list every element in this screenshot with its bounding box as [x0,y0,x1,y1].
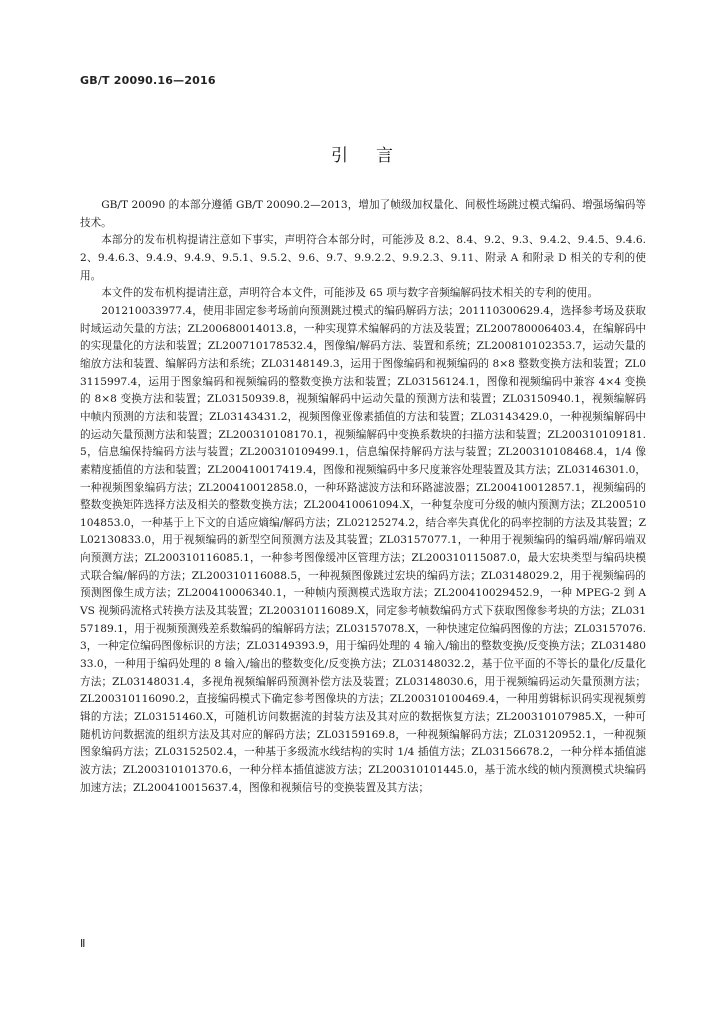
paragraph-patent-list: 201210033977.4，使用非固定参考场前向预测跳过模式的编码解码方法；201110300629.4，选择参考场及获取时域运动矢量的方法；ZL200680014013.8，一种实现算术编解码的方法及装置；ZL200780006403.4，在编解码中的实现量化的方法和装置；ZL200710178532.4，图像编/解码方法、装置和系统；ZL200810102353.7，运动矢量的缩放方法和装置、编解码方法和系统；ZL03148149.3，运用于图像编码和视频编码的 8×8 整数变换方法和装置；ZL03115997.4，运用于图象编码和视频编码的整数变换方法和装置；ZL03156124.1，图像和视频编码中兼容 4×4 变换的 8×8 变换方法和装置；ZL03150939.8，视频编解码中运动矢量的预测方法和装置；ZL03150940.1，视频编解码中帧内预测的方法和装置；ZL03143431.2，视频图像亚像素插值的方法和装置；ZL03143429.0，一种视频编解码中的运动矢量预测方法和装置；ZL200310108170.1，视频编解码中变换系数块的扫描方法和装置；ZL200310109181.5，信息编保持编码方法与装置；ZL200310109499.1，信息编保持解码方法与装置；ZL200310108468.4，1/4 像素精度插值的方法和装置；ZL200410017419.4，图像和视频编码中多尺度兼容处理装置及其方法；ZL03146301.0，一种视频图象编码方法；ZL200410012858.0，一种环路滤波方法和环路滤波器；ZL200410012857.1，视频编码的整数变换矩阵选择方法及相关的整数变换方法；ZL200410061094.X，一种复杂度可分级的帧内预测方法；ZL200510104853.0，一种基于上下文的自适应熵编/解码方法；ZL02125274.2，结合率失真优化的码率控制的方法及其装置；ZL02130833.0，用于视频编码的新型空间预测方法及其装置；ZL03157077.1，一种用于视频编码的编码端/解码端双向预测方法；ZL200310116085.1，一种参考图像缓冲区管理方法；ZL200310115087.0，最大宏块类型与编码块模式联合编/解码的方法；ZL200310116088.5，一种视频图像跳过宏块的编码方法；ZL03148029.2，用于视频编码的预测图像生成方法；ZL200410006340.1，一种帧内预测模式选取方法；ZL200410029452.9，一种 MPEG-2 到 AVS 视频码流格式转换方法及其装置；ZL200310116089.X，同定参考帧数编码方式下获取图像参考块的方法；ZL03157189.1，用于视频预测残差系数编码的编解码方法；ZL03157078.X，一种快速定位编码图像的方法；ZL03157076.3，一种定位编码图像标识的方法；ZL03149393.9，用于编码处理的 4 输入/输出的整数变换/反变换方法；ZL03148033.0，一种用于编码处理的 8 输入/输出的整数变化/反变换方法；ZL03148032.2，基于位平面的不等长的量化/反量化方法；ZL03148031.4，多视角视频编解码预测补偿方法及装置；ZL03148030.6，用于视频编码运动矢量预测方法；ZL200310116090.2，直接编码模式下确定参考图像块的方法；ZL200310100469.4，一种用剪辑标识码实现视频剪辑的方法；ZL03151460.X，可随机访问数据流的封装方法及其对应的数据恢复方法；ZL200310107985.X，一种可随机访问数据流的组织方法及其对应的解码方法；ZL03159169.8，一种视频编解码方法；ZL03120952.1，一种视频图象编码方法；ZL03152502.4，一种基于多级流水线结构的实时 1/4 插值方法；ZL03156678.2，一种分样本插值滤波方法；ZL200310101370.6，一种分样本插值滤波方法；ZL200310101445.0，基于流水线的帧内预测模式块编码加速方法；ZL200410015637.4，图像和视频信号的变换装置及其方法； [80,304,646,794]
paragraph-patent-count: 本文件的发布机构提请注意，声明符合本文件，可能涉及 65 项与数字音频编解码技术相关的专利的使用。 [101,287,599,300]
paragraph-intro: GB/T 20090 的本部分遵循 GB/T 20090.2—2013，增加了帧级加权量化、间极性场跳过模式编码、增强场编码等技术。 [80,199,646,229]
standard-number: GB/T 20090.16—2016 [80,74,216,87]
paragraph-patent-notice: 本部分的发布机构提请注意如下事实，声明符合本部分时，可能涉及 8.2、8.4、9.2、9.3、9.4.2、9.4.5、9.4.6.2、9.4.6.3、9.4.9、9.4.9、9.5.1、9.5.2、9.6、9.7、9.9.2.2、9.9.2.3、9.11、附录 A 和附录 D 相关的专利的使用。 [80,234,646,282]
page-title: 引言 [331,146,421,166]
page-number: Ⅱ [80,937,86,950]
body-text [80,197,646,797]
